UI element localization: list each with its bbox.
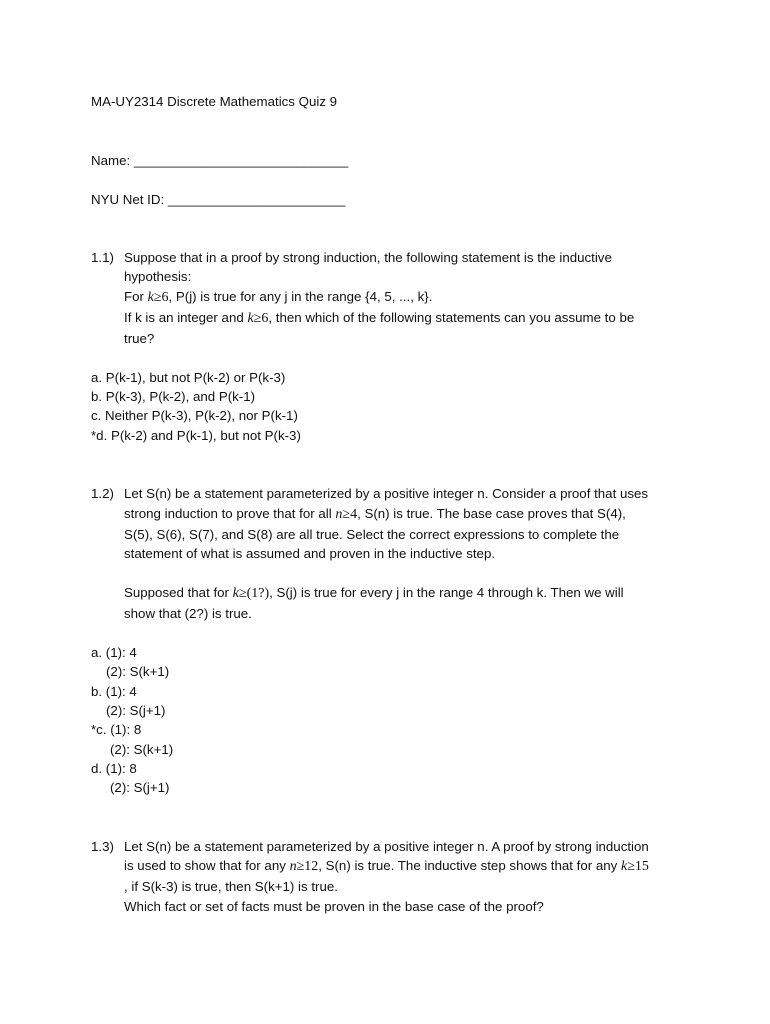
- q2-line2-math-var: n: [335, 507, 343, 522]
- q3-line2-math2-rel: ≥15: [627, 859, 649, 874]
- q1-option-c: c. Neither P(k-3), P(k-2), nor P(k-1): [91, 408, 298, 423]
- q1-line4-math-var: k: [247, 311, 254, 326]
- q3-line2-math-var: n: [289, 859, 297, 874]
- quiz-title: MA-UY2314 Discrete Mathematics Quiz 9: [91, 94, 338, 109]
- question-1-2-text-line-1: Let S(n) be a statement parameterized by a positive integer n. Consider a proof that uses: [124, 486, 649, 501]
- question-1-1-text-line-3: [124, 289, 432, 306]
- question-1-3-number: 1.3): [91, 839, 114, 854]
- q2-line5-pre: Supposed that for: [124, 585, 233, 600]
- q2-option-a-1: a. (1): 4: [91, 645, 137, 660]
- question-1-1-text-line-4: [124, 310, 634, 327]
- question-1-1-number: 1.1): [91, 250, 114, 265]
- question-1-3-text-line-3: , if S(k-3) is true, then S(k+1) is true.: [124, 879, 338, 894]
- q2-option-c-1: *c. (1): 8: [91, 722, 142, 737]
- q2-option-c-2: (2): S(k+1): [110, 742, 174, 757]
- q3-line2-math2-var: k: [621, 859, 628, 874]
- q2-line2-math-rel: ≥4: [342, 507, 358, 522]
- q2-option-a-2: (2): S(k+1): [106, 664, 170, 679]
- q3-line2-math-rel: ≥12: [296, 859, 319, 874]
- question-1-3-text-line-4: Which fact or set of facts must be proven in the base case of the proof?: [124, 899, 544, 914]
- question-1-2-text-line-5: [124, 585, 624, 602]
- question-1-2-number: 1.2): [91, 486, 114, 501]
- question-1-2-text-line-2: [124, 506, 626, 523]
- question-1-1-text-line-1: Suppose that in a proof by strong induction, the following statement is the inductive: [124, 250, 612, 265]
- question-1-2-text-line-6: show that (2?) is true.: [124, 606, 252, 621]
- question-1-1-text-line-5: true?: [124, 331, 155, 346]
- q1-option-d: *d. P(k-2) and P(k-1), but not P(k-3): [91, 428, 301, 443]
- q2-line5-math-var: k: [232, 586, 239, 601]
- q1-option-b: b. P(k-3), P(k-2), and P(k-1): [91, 389, 256, 404]
- q3-line2-pre: is used to show that for any: [124, 858, 290, 873]
- q1-line3-pre: For: [124, 289, 148, 304]
- q1-line4-post: , then which of the following statements can you assume to be: [268, 310, 635, 325]
- q1-option-a: a. P(k-1), but not P(k-2) or P(k-3): [91, 370, 286, 385]
- q2-option-b-2: (2): S(j+1): [106, 703, 166, 718]
- q2-option-d-1: d. (1): 8: [91, 761, 137, 776]
- question-1-2-text-line-3: S(5), S(6), S(7), and S(8) are all true. Select the correct expressions to complete the: [124, 527, 620, 542]
- q2-line5-post: , S(j) is true for every j in the range 4 through k. Then we will: [269, 585, 624, 600]
- q1-line4-math-rel: ≥6: [253, 311, 269, 326]
- q1-line4-pre: If k is an integer and: [124, 310, 248, 325]
- question-1-2-text-line-4: statement of what is assumed and proven in the inductive step.: [124, 546, 496, 561]
- q2-option-b-1: b. (1): 4: [91, 684, 137, 699]
- q3-line2-mid: , S(n) is true. The inductive step shows that for any: [318, 858, 622, 873]
- q1-line3-math-rel: ≥6: [153, 290, 169, 305]
- q2-line5-math-rel: ≥(1?): [238, 586, 270, 601]
- netid-field-line: NYU Net ID: ________________________: [91, 192, 346, 207]
- question-1-3-text-line-1: Let S(n) be a statement parameterized by a positive integer n. A proof by strong induction: [124, 839, 649, 854]
- q2-line2-pre: strong induction to prove that for all: [124, 506, 336, 521]
- question-1-1-text-line-2: hypothesis:: [124, 269, 192, 284]
- name-field-line: Name: _____________________________: [91, 153, 349, 168]
- q1-line3-math-var: k: [147, 290, 154, 305]
- q2-option-d-2: (2): S(j+1): [110, 780, 170, 795]
- q1-line3-post: , P(j) is true for any j in the range {4, 5, ..., k}.: [168, 289, 433, 304]
- q2-line2-post: , S(n) is true. The base case proves that S(4),: [357, 506, 626, 521]
- question-1-3-text-line-2: [124, 858, 649, 875]
